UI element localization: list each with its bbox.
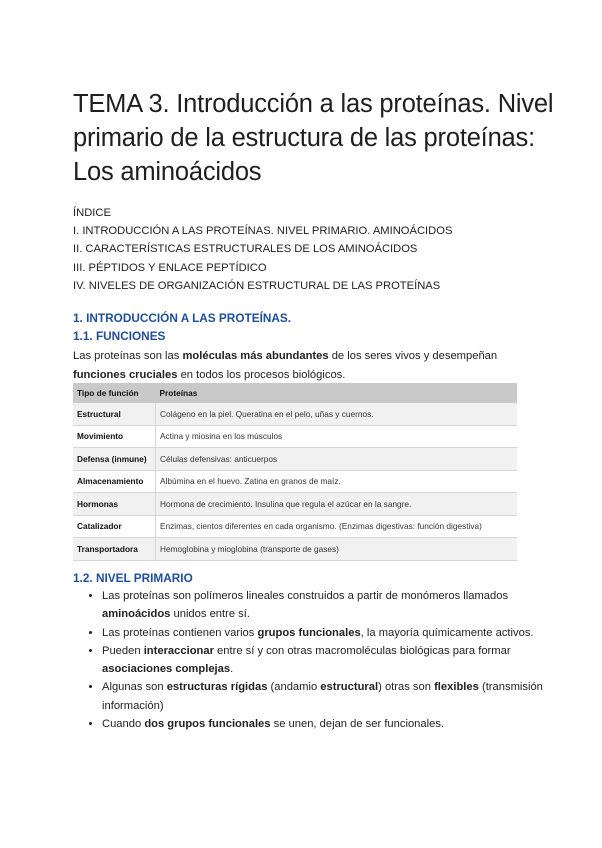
index-item: I. INTRODUCCIÓN A LAS PROTEÍNAS. NIVEL PRIMARIO. AMINOÁCIDOS [73, 225, 453, 238]
bullet-text: Las proteínas contienen varios [102, 626, 258, 639]
column-header: Proteínas [156, 383, 518, 403]
intro-paragraph [73, 347, 548, 384]
bullet-bold: dos grupos funcionales [144, 718, 271, 731]
primary-level-list [73, 587, 562, 733]
table-row [73, 470, 517, 493]
section-heading-1-2: 1.2. NIVEL PRIMARIO [73, 571, 193, 585]
bullet-text: entre sí y con otras macromoléculas biológicas para formar [213, 644, 511, 657]
table-row [73, 538, 517, 561]
index-item: IV. NIVELES DE ORGANIZACIÓN ESTRUCTURAL DE LAS PROTEÍNAS [73, 279, 441, 292]
table-of-contents [73, 204, 452, 295]
list-item [102, 715, 562, 733]
bullet-bold: flexibles [434, 681, 479, 694]
index-item: II. CARACTERÍSTICAS ESTRUCTURALES DE LOS AMINOÁCIDOS [73, 243, 418, 256]
list-item [102, 642, 562, 679]
list-item [102, 678, 562, 715]
bullet-text: Las proteínas son polímeros lineales construidos a partir de monómeros llamados [102, 590, 509, 602]
table-cell-type: Hormonas [73, 493, 156, 516]
table-cell-proteins: Actina y miosina en los músculos [156, 425, 518, 448]
intro-text: de los seres vivos y desempeñan [328, 350, 498, 362]
functions-table [73, 383, 517, 561]
table-row [73, 515, 517, 538]
bullet-bold: interaccionar [143, 644, 214, 657]
bullet-bold: grupos funcionales [257, 626, 361, 639]
bullet-text: se unen, dejan de ser funcionales. [270, 718, 445, 731]
bullet-text: (andamio [267, 681, 321, 694]
intro-bold: funciones cruciales [73, 368, 178, 381]
bullet-bold: aminoácidos [102, 608, 171, 621]
index-item: III. PÉPTIDOS Y ENLACE PEPTÍDICO [73, 261, 267, 274]
bullet-bold: asociaciones complejas [102, 663, 231, 676]
list-item [102, 587, 562, 624]
page-title: TEMA 3. Introducción a las proteínas. Nivel primario de la estructura de las proteínas: Los aminoácidos [73, 90, 554, 186]
table-cell-proteins: Células defensivas: anticuerpos [156, 448, 518, 471]
column-header: Tipo de función [73, 383, 156, 403]
table-cell-proteins: Colágeno en la piel. Queratina en el pelo, uñas y cuernos. [156, 403, 518, 425]
table-header-row [73, 383, 517, 403]
table-cell-type: Catalizador [73, 515, 156, 538]
table-cell-proteins: Hormona de crecimiento. Insulina que regula el azúcar en la sangre. [156, 493, 518, 516]
table-cell-proteins: Albúmina en el huevo. Zatina en granos de maíz. [156, 470, 518, 493]
table-row [73, 403, 517, 425]
bullet-text: , la mayoría químicamente activos. [360, 626, 534, 639]
table-cell-type: Movimiento [73, 425, 156, 448]
bullet-text: Algunas son [102, 681, 167, 694]
table-cell-proteins: Hemoglobina y mioglobina (transporte de gases) [156, 538, 518, 561]
list-item [102, 624, 562, 642]
table-row [73, 493, 517, 516]
intro-bold: moléculas más abundantes [182, 350, 329, 362]
section-heading-1-1: 1.1. FUNCIONES [73, 329, 166, 343]
table-cell-type: Estructural [73, 403, 156, 425]
bullet-bold: estructuras rígidas [166, 681, 268, 694]
table-cell-type: Transportadora [73, 538, 156, 561]
intro-text: en todos los procesos biológicos. [177, 368, 346, 381]
bullet-text: ) otras son [378, 681, 435, 694]
table-cell-type: Almacenamiento [73, 470, 156, 493]
section-heading-1: 1. INTRODUCCIÓN A LAS PROTEÍNAS. [73, 311, 292, 325]
intro-text: Las proteínas son las [73, 350, 183, 362]
table-row [73, 448, 517, 471]
bullet-text: . [230, 663, 234, 676]
bullet-text: unidos entre sí. [170, 608, 250, 621]
index-heading: ÍNDICE [73, 207, 111, 219]
table-cell-type: Defensa (inmune) [73, 448, 156, 471]
bullet-text: Cuando [102, 718, 145, 731]
bullet-text: (transmisión información) [102, 681, 543, 712]
bullet-text: Pueden [102, 644, 144, 657]
table-row [73, 425, 517, 448]
table-cell-proteins: Enzimas, cientos diferentes en cada organismo. (Enzimas digestivas: función digestiva) [156, 515, 518, 538]
bullet-bold: estructural [320, 681, 379, 694]
